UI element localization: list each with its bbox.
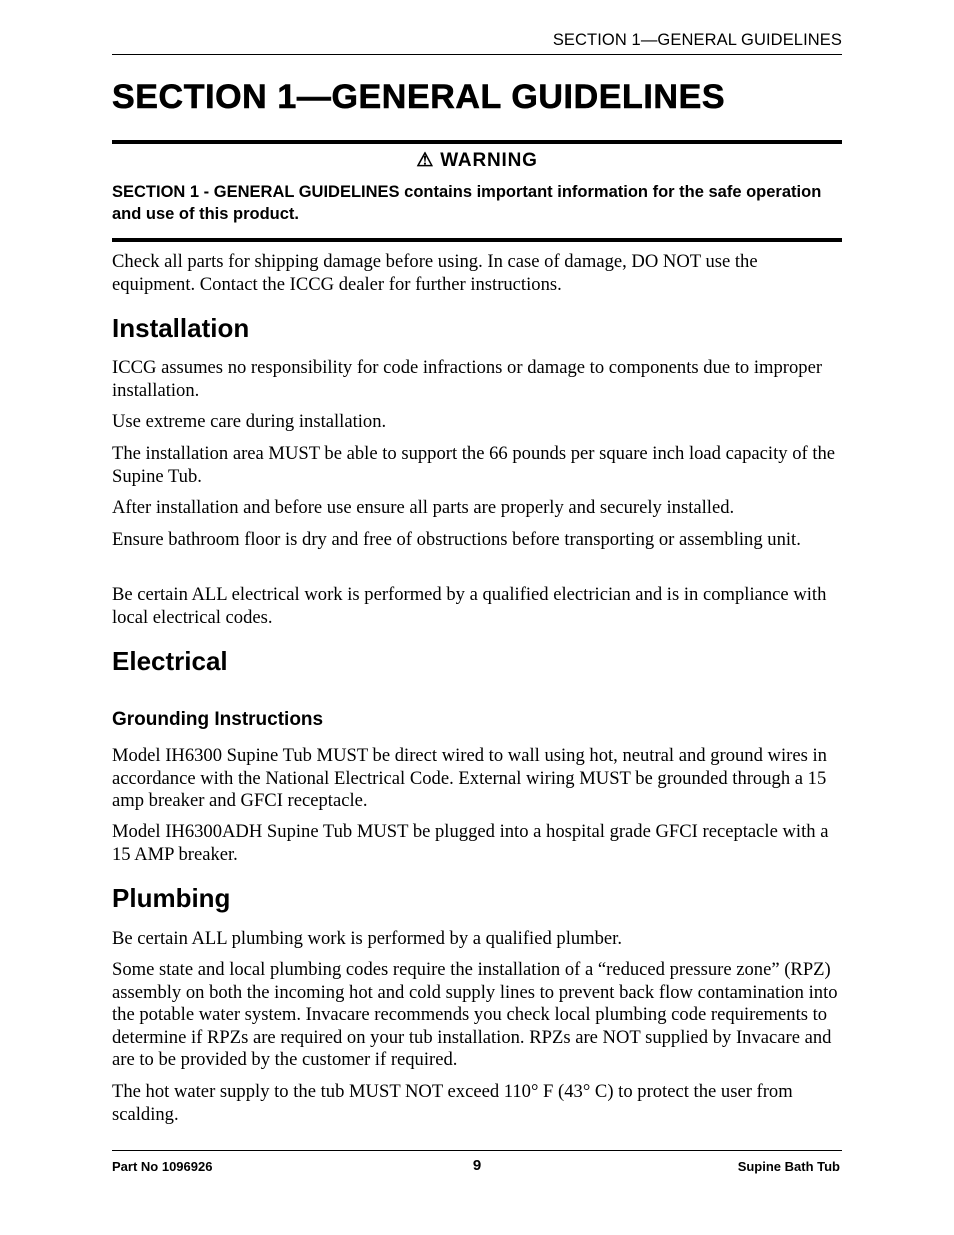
installation-paragraph: The installation area MUST be able to support the 66 pounds per square inch load capacity of the Supine Tub. bbox=[112, 443, 836, 487]
installation-paragraph: Be certain ALL electrical work is performed by a qualified electrician and is in compliance with local electrical codes. bbox=[112, 584, 827, 628]
intro-paragraph: Check all parts for shipping damage before using. In case of damage, DO NOT use the equipment. Contact the ICCG dealer for further instructions. bbox=[112, 251, 758, 295]
installation-paragraph: ICCG assumes no responsibility for code infractions or damage to components due to improper installation. bbox=[112, 357, 823, 401]
header-rule bbox=[112, 54, 842, 55]
installation-heading: Installation bbox=[112, 313, 250, 343]
product-name: Supine Bath Tub bbox=[737, 1159, 840, 1174]
warning-body bbox=[112, 181, 842, 225]
warning-top-rule bbox=[112, 140, 842, 144]
page-title: SECTION 1—GENERAL GUIDELINES bbox=[112, 78, 726, 116]
plumbing-heading: Plumbing bbox=[112, 883, 231, 913]
installation-paragraph: Ensure bathroom floor is dry and free of obstructions before transporting or assembling unit. bbox=[112, 529, 801, 550]
plumbing-paragraph: Some state and local plumbing codes require the installation of a “reduced pressure zone” (RPZ) assembly on both the incoming hot and cold supply lines to prevent back flow contamination into the potable water system. Invacare recommends you check local plumbing code requirements to determine if RPZs are required on your tub installation. RPZs are NOT supplied by Invacare and are to be provided by the customer if required. bbox=[112, 959, 838, 1070]
installation-paragraph: After installation and before use ensure all parts are properly and securely installed. bbox=[112, 497, 735, 518]
warning-bottom-rule bbox=[112, 238, 842, 242]
warning-triangle-icon: ⚠ bbox=[416, 150, 435, 171]
part-number: Part No 1096926 bbox=[112, 1159, 213, 1174]
plumbing-paragraph: The hot water supply to the tub MUST NOT exceed 110° F (43° C) to protect the user from scalding. bbox=[112, 1081, 793, 1125]
installation-paragraph: Use extreme care during installation. bbox=[112, 411, 387, 432]
electrical-heading: Electrical bbox=[112, 646, 228, 676]
footer-rule bbox=[112, 1150, 842, 1151]
running-header: SECTION 1—GENERAL GUIDELINES bbox=[552, 31, 842, 49]
warning-text: contains important information for the safe operation and use of this product. bbox=[112, 183, 822, 223]
warning-lead: SECTION 1 - GENERAL GUIDELINES bbox=[112, 183, 400, 201]
electrical-paragraph: Model IH6300ADH Supine Tub MUST be plugged into a hospital grade GFCI receptacle with a 15 AMP breaker. bbox=[112, 821, 829, 865]
warning-label: WARNING bbox=[440, 150, 538, 171]
warning-title bbox=[112, 149, 842, 172]
page-number: 9 bbox=[472, 1157, 482, 1174]
electrical-paragraph: Model IH6300 Supine Tub MUST be direct wired to wall using hot, neutral and ground wires in accordance with the National Electrical Code. External wiring MUST be grounded through a 15 amp breaker and GFCI receptacle. bbox=[112, 745, 827, 811]
grounding-subheading: Grounding Instructions bbox=[112, 709, 324, 730]
plumbing-paragraph: Be certain ALL plumbing work is performed by a qualified plumber. bbox=[112, 928, 622, 949]
